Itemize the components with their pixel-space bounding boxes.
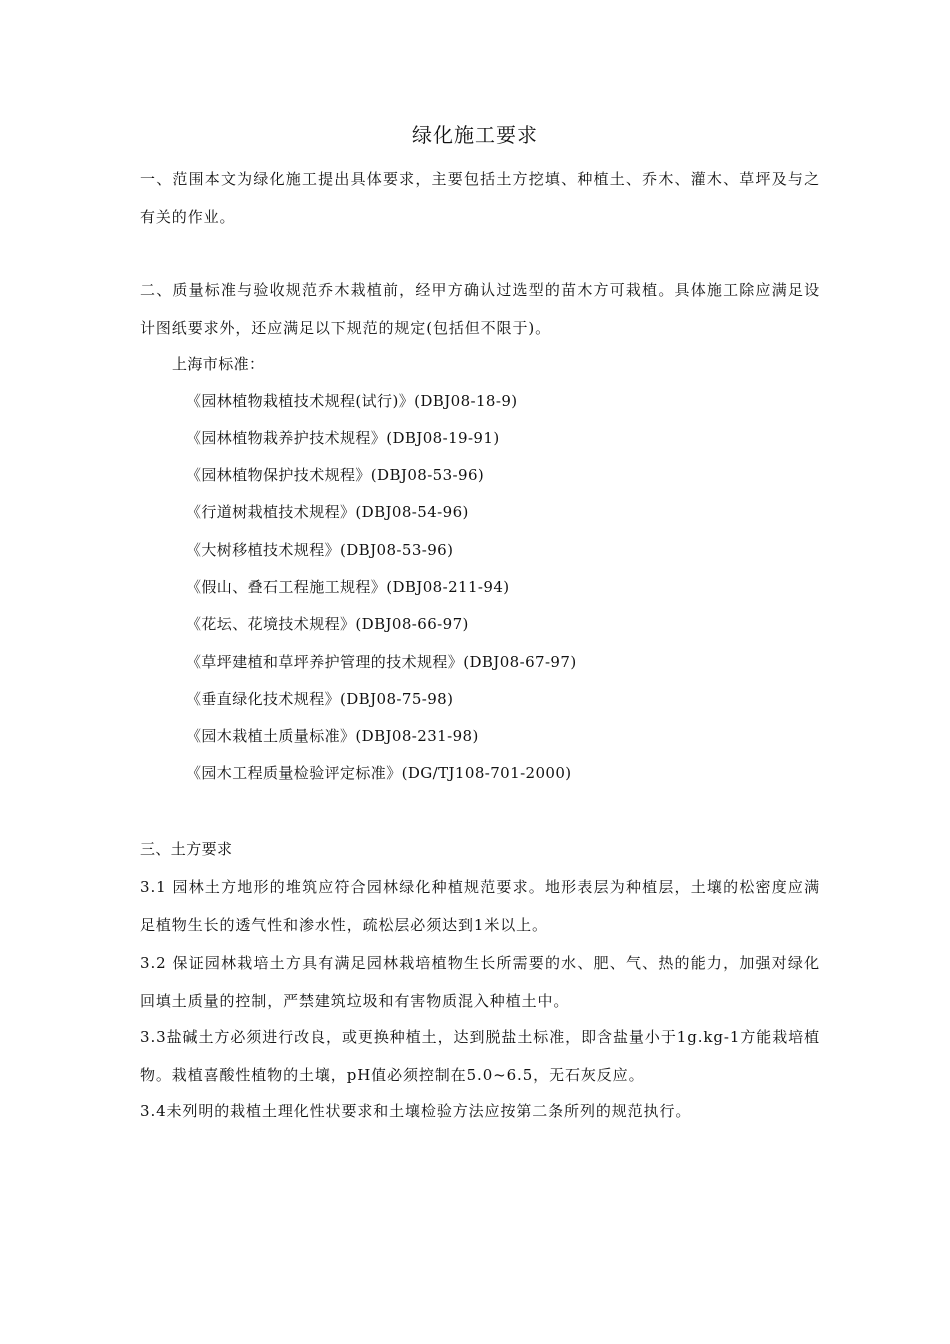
- section-3-heading: 三、土方要求: [140, 840, 233, 858]
- standard-item: 《园林植物栽植技术规程(试行)》(DBJ08-18-9): [186, 392, 518, 410]
- document-title: 绿化施工要求: [412, 123, 538, 147]
- section-3-item-3-4: 3.4未列明的栽植土理化性状要求和土壤检验方法应按第二条所列的规范执行。: [140, 1102, 692, 1120]
- section-1-scope: 一、范围本文为绿化施工提出具体要求，主要包括土方挖填、种植土、乔木、灌木、草坪及与之有关的作业。: [140, 170, 820, 226]
- standard-item: 《垂直绿化技术规程》(DBJ08-75-98): [186, 690, 454, 708]
- standard-item: 《大树移植技术规程》(DBJ08-53-96): [186, 541, 454, 559]
- section-3-item-3-2: 3.2 保证园林栽培土方具有满足园林栽培植物生长所需要的水、肥、气、热的能力，加强对绿化回填土质量的控制，严禁建筑垃圾和有害物质混入种植土中。: [140, 954, 820, 1010]
- section-3-item-3-1: 3.1 园林土方地形的堆筑应符合园林绿化种植规范要求。地形表层为种植层，土壤的松密度应满足植物生长的透气性和渗水性，疏松层必须达到1米以上。: [140, 878, 820, 934]
- standard-item: 《园林植物保护技术规程》(DBJ08-53-96): [186, 466, 485, 484]
- section-3-item-3-3: 3.3盐碱土方必须进行改良，或更换种植土，达到脱盐土标准，即含盐量小于1g.kg-1方能栽培植物。栽植喜酸性植物的土壤，pH值必须控制在5.0~6.5，无石灰反应。: [140, 1028, 820, 1084]
- standard-item: 《假山、叠石工程施工规程》(DBJ08-211-94): [186, 578, 510, 596]
- standard-item: 《行道树栽植技术规程》(DBJ08-54-96): [186, 503, 469, 521]
- standard-item: 《园木栽植土质量标准》(DBJ08-231-98): [186, 727, 479, 745]
- section-2-quality-standards: 二、质量标准与验收规范乔木栽植前，经甲方确认过选型的苗木方可栽植。具体施工除应满足设计图纸要求外，还应满足以下规范的规定(包括但不限于)。: [140, 281, 820, 337]
- shanghai-standards-subheading: 上海市标准：: [172, 355, 265, 373]
- standard-item: 《园林植物栽养护技术规程》(DBJ08-19-91): [186, 429, 500, 447]
- standard-item: 《草坪建植和草坪养护管理的技术规程》(DBJ08-67-97): [186, 653, 577, 671]
- standard-item: 《花坛、花境技术规程》(DBJ08-66-97): [186, 615, 469, 633]
- standard-item: 《园木工程质量检验评定标准》(DG/TJ108-701-2000): [186, 764, 572, 782]
